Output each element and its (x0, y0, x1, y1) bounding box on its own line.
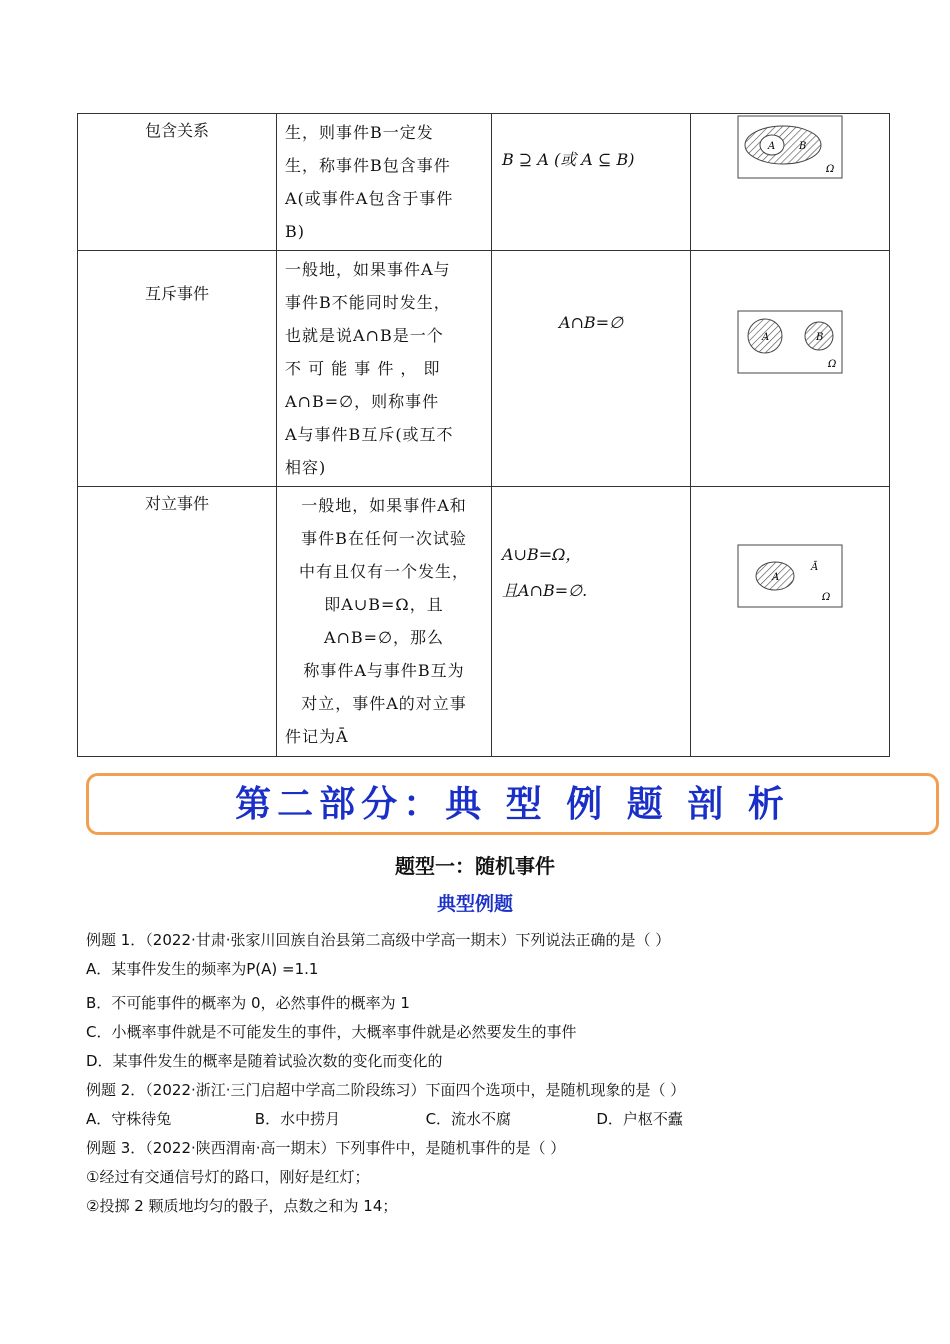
event-relations-table (77, 113, 890, 757)
relation-name: 对立事件 (78, 487, 277, 757)
section-title: 第二部分：典 型 例 题 剖 析 (235, 784, 790, 825)
section-title-box (86, 773, 939, 835)
venn-label: Ω (828, 359, 837, 370)
question-2-options (86, 1108, 683, 1129)
relation-venn (691, 114, 890, 251)
question-3-item-2: ②投掷 2 颗质地均匀的骰子，点数之和为 14； (86, 1197, 398, 1215)
relation-definition: 一般地，如果事件A和 事件B在任何一次试验 中有且仅有一个发生， 即A∪B=Ω，且 A∩B=∅，那么 称事件A与事件B互为 对立，事件A的对立事 件记为Ā (277, 487, 492, 757)
option-d: D．户枢不蠹 (596, 1110, 683, 1128)
question-3-item-1: ①经过有交通信号灯的路口，刚好是红灯； (86, 1168, 370, 1186)
relation-definition: 一般地，如果事件A与 事件B不能同时发生， 也就是说A∩B是一个 不 可 能 事 件 ， 即 A∩B=∅，则称事件 A与事件B互斥(或互不 相容) (277, 251, 492, 487)
question-3-stem: 例题 3．（2022·陕西渭南·高一期末）下列事件中，是随机事件的是（ ） (86, 1139, 566, 1157)
question-1-option-a: A．某事件发生的频率为P(A) =1.1 (86, 960, 319, 978)
venn-label: A (762, 332, 770, 343)
venn-diagram-disjoint (737, 310, 845, 376)
example-heading: 典型例题 (436, 893, 513, 915)
venn-label: Ā (811, 562, 819, 573)
relation-name: 包含关系 (78, 114, 277, 251)
table-row (78, 114, 890, 251)
question-1-option-c: C．小概率事件就是不可能发生的事件，大概率事件就是必然要发生的事件 (86, 1023, 577, 1041)
question-1-option-b: B．不可能事件的概率为 0，必然事件的概率为 1 (86, 994, 410, 1012)
relation-formula: A∩B=∅ (492, 251, 691, 487)
relation-venn (691, 251, 890, 487)
relation-name: 互斥事件 (78, 251, 277, 487)
venn-label: A (772, 572, 780, 583)
venn-label: A (768, 141, 776, 152)
relation-definition: 生，则事件B一定发 生，称事件B包含事件 A(或事件A包含于事件 B) (277, 114, 492, 251)
venn-label: Ω (826, 164, 835, 175)
venn-diagram-subset (737, 115, 845, 181)
relation-venn (691, 487, 890, 757)
table-row (78, 251, 890, 487)
option-c: C．流水不腐 (425, 1110, 512, 1128)
question-1-stem: 例题 1．（2022·甘肃·张家川回族自治县第二高级中学高一期末）下列说法正确的是（ ） (86, 931, 671, 949)
question-2-stem: 例题 2．（2022·浙江·三门启超中学高二阶段练习）下面四个选项中，是随机现象的是（ ） (86, 1081, 686, 1099)
option-b: B．水中捞月 (254, 1110, 341, 1128)
venn-diagram-complement (737, 544, 845, 610)
relation-formula: A∪B=Ω， 且A∩B=∅. (492, 487, 691, 757)
venn-label: B (799, 141, 807, 152)
venn-label: B (816, 332, 824, 343)
type-heading: 题型一：随机事件 (395, 854, 555, 878)
venn-label: Ω (822, 592, 831, 603)
relation-formula: B ⊇ A (或 A ⊆ B) (492, 114, 691, 251)
question-1-option-d: D．某事件发生的概率是随着试验次数的变化而变化的 (86, 1052, 443, 1070)
table-row (78, 487, 890, 757)
option-a: A．守株待兔 (86, 1110, 172, 1128)
